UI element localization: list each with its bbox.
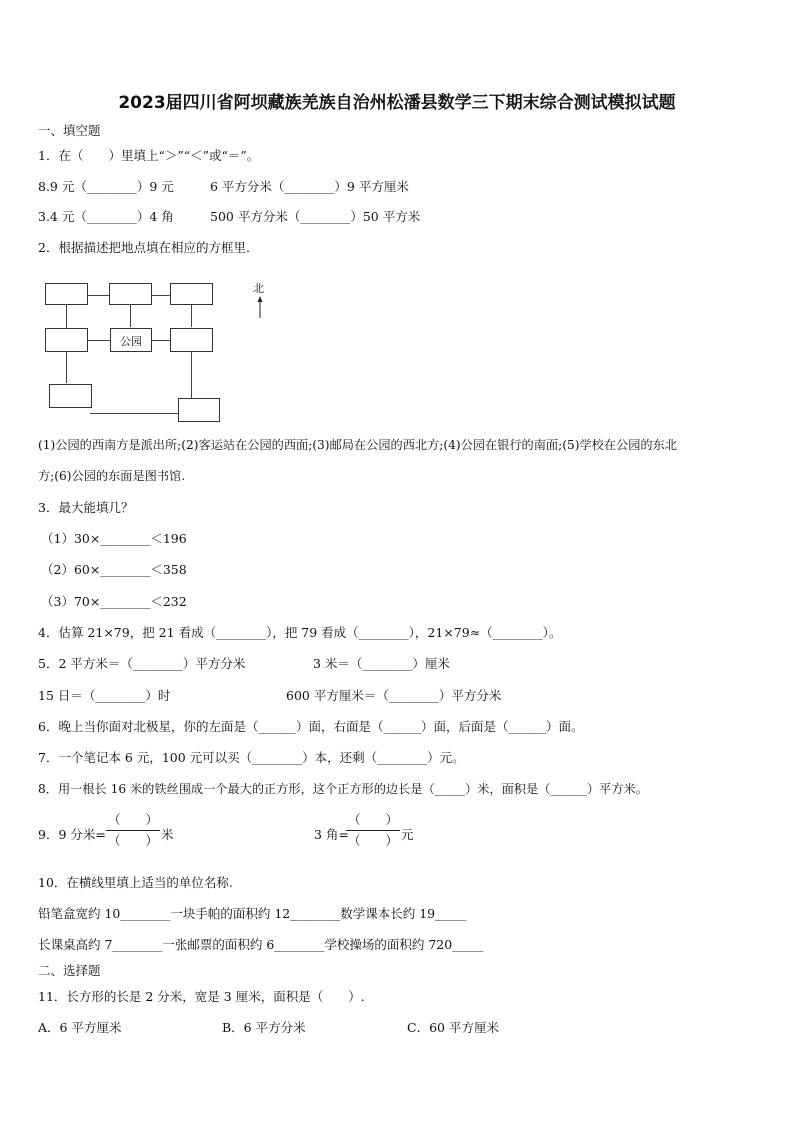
question-5-item-c: 15 日＝（________）时 [38,688,171,703]
north-label: 北 [253,282,264,295]
question-10-row-2: 长课桌高约 7________一张邮票的面积约 6________学校操场的面积约 720_____ [38,937,484,952]
blank-box-east [170,328,213,352]
question-2-stem: 2．根据描述把地点填在相应的方框里． [38,240,259,255]
connector-line [150,340,170,341]
section-heading-multiple-choice: 二、选择题 [38,963,101,978]
fraction-bar [346,830,400,831]
connector-line [191,352,192,398]
question-9-a-prefix: 9．9 分米= [38,827,106,842]
connector-line [191,305,192,327]
question-1-stem: 1．在（ ）里填上“＞”“＜”或“＝”。 [38,148,260,163]
question-2-description-line-1: (1)公园的西南方是派出所;(2)客运站在公园的西面;(3)邮局在公园的西北方;(4)公园在银行的南面;(5)学校在公园的东北 [38,438,677,452]
park-label: 公园 [120,335,142,348]
question-3-item-3: （3）70×________＜232 [41,594,187,609]
question-5-item-b: 3 米＝（________）厘米 [313,656,450,671]
blank-box-northwest [45,283,88,305]
connector-line [66,351,67,383]
question-1-item-d: 500 平方分米（________）50 平方米 [210,209,421,224]
question-7: 7．一个笔记本 6 元，100 元可以买（________）本，还剩（________）元。 [38,750,465,765]
question-11-stem: 11．长方形的长是 2 分米，宽是 3 厘米，面积是（ ）. [38,989,365,1004]
question-10-row-1: 铅笔盒宽约 10________一块手帕的面积约 12________数学课本长约 19_____ [38,906,467,921]
park-box [110,328,152,352]
connector-line [90,413,178,414]
page-title: 2023届四川省阿坝藏族羌族自治州松潘县数学三下期末综合测试模拟试题 [118,93,676,113]
fraction-blank-b [346,812,400,849]
question-11-option-c: C．60 平方厘米 [407,1020,499,1035]
connector-line [87,295,109,296]
question-5-item-d: 600 平方厘米＝（________）平方分米 [286,688,502,703]
question-3-stem: 3．最大能填几？ [38,500,134,515]
question-3-item-2: （2）60×________＜358 [41,562,187,577]
fraction-bar [106,830,160,831]
question-5-item-a: 5．2 平方米＝（________）平方分米 [38,656,246,671]
question-1-item-a: 8.9 元（________）9 元 [38,179,174,194]
north-arrow-icon [255,295,265,319]
blank-box-southwest [49,384,92,408]
numerator-blank: （ ） [347,812,398,827]
question-11-option-a: A．6 平方厘米 [38,1020,122,1035]
question-10-stem: 10．在横线里填上适当的单位名称. [38,875,233,890]
denominator-blank: （ ） [107,833,158,848]
section-heading-fill-blank: 一、填空题 [38,123,101,138]
question-1-item-c: 3.4 元（________）4 角 [38,209,174,224]
blank-box-northeast [170,283,213,305]
connector-line [66,304,67,328]
numerator-blank: （ ） [107,812,158,827]
question-2-description-line-2: 方;(6)公园的东面是图书馆. [38,469,186,483]
connector-line [130,305,131,327]
fraction-blank-a [106,812,160,849]
question-9-a-unit: 米 [161,827,174,842]
question-9-b-unit: 元 [401,827,414,842]
blank-box-southeast [178,398,220,422]
question-9-b-prefix: 3 角= [314,827,349,842]
question-3-item-1: （1）30×________＜196 [41,531,187,546]
denominator-blank: （ ） [347,833,398,848]
blank-box-west [45,328,88,352]
question-11-option-b: B．6 平方分米 [222,1020,306,1035]
question-4: 4．估算 21×79，把 21 看成（________），把 79 看成（________），21×79≈（________）。 [38,625,562,640]
connector-line [150,295,170,296]
question-6: 6．晚上当你面对北极星，你的左面是（______）面，右面是（______）面，后面是（______）面。 [38,719,584,734]
question-1-item-b: 6 平方分米（________）9 平方厘米 [210,179,409,194]
question-8: 8．用一根长 16 米的铁丝围成一个最大的正方形，这个正方形的边长是（_____）米，面积是（______）平方米。 [38,782,648,796]
connector-line [86,340,110,341]
blank-box-north [109,283,152,305]
